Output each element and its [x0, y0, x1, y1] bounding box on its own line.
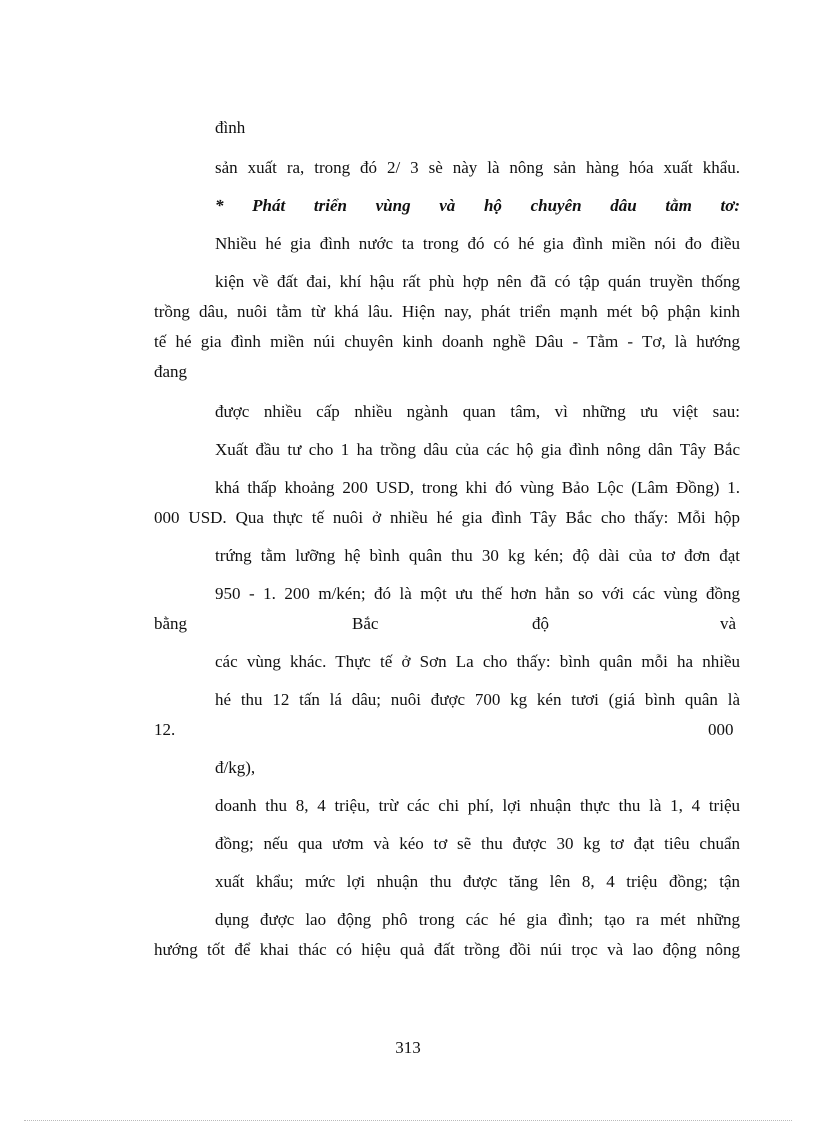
text-line: 000 USD. Qua thực tế nuôi ở nhiều hé gia đình Tây Bắc cho thấy: Mỗi hộp — [154, 508, 740, 527]
text-line: Xuất đầu tư cho 1 ha trồng dâu của các hộ gia đình nông dân Tây Bắc — [215, 440, 740, 459]
text-line: xuất khẩu; mức lợi nhuận thu được tăng lên 8, 4 triệu đồng; tận — [215, 872, 740, 891]
text-line: đình — [215, 118, 246, 137]
text-line: đồng; nếu qua ươm và kéo tơ sẽ thu được 30 kg tơ đạt tiêu chuẩn — [215, 834, 740, 853]
text-word: 12. — [154, 720, 176, 739]
text-line: sản xuất ra, trong đó 2/ 3 sè này là nông sản hàng hóa xuất khẩu. — [215, 158, 740, 177]
text-line: kiện về đất đai, khí hậu rất phù hợp nên đã có tập quán truyền thống — [215, 272, 740, 291]
text-line: 950 - 1. 200 m/kén; đó là một ưu thế hơn hẳn so với các vùng đồng — [215, 584, 740, 603]
text-line: hé thu 12 tấn lá dâu; nuôi được 700 kg kén tươi (giá bình quân là — [215, 690, 740, 709]
text-line: Nhiều hé gia đình nước ta trong đó có hé gia đình miền nói đo điều — [215, 234, 740, 253]
text-line: hướng tốt để khai thác có hiệu quả đất trồng đồi núi trọc và lao động nông — [154, 940, 740, 959]
text-line: doanh thu 8, 4 triệu, trừ các chi phí, lợi nhuận thực thu là 1, 4 triệu — [215, 796, 740, 815]
text-word: 000 — [708, 720, 734, 739]
text-line: khá thấp khoảng 200 USD, trong khi đó vùng Bảo Lộc (Lâm Đồng) 1. — [215, 478, 740, 497]
text-line: tế hé gia đình miền núi chuyên kinh doanh nghề Dâu - Tằm - Tơ, là hướng — [154, 332, 740, 351]
text-line: các vùng khác. Thực tế ở Sơn La cho thấy: bình quân mỗi ha nhiều — [215, 652, 740, 671]
text-line: được nhiều cấp nhiều ngành quan tâm, vì những ưu việt sau: — [215, 402, 740, 421]
text-word: và — [720, 614, 737, 633]
section-heading: * Phát triển vùng và hộ chuyên dâu tằm tơ: — [215, 196, 740, 215]
text-line: trồng dâu, nuôi tằm từ khá lâu. Hiện nay, phát triển mạnh mét bộ phận kinh — [154, 302, 740, 321]
text-line: dụng được lao động phô trong các hé gia đình; tạo ra mét những — [215, 910, 740, 929]
text-line: đang — [154, 362, 188, 381]
text-line: đ/kg), — [215, 758, 256, 777]
text-line: trứng tằm lưỡng hệ bình quân thu 30 kg kén; độ dài của tơ đơn đạt — [215, 546, 740, 565]
page-number: 313 — [395, 1038, 421, 1057]
text-word: Bắc — [352, 614, 379, 633]
page-divider — [24, 1120, 792, 1121]
text-word: độ — [532, 614, 549, 633]
text-word: bằng — [154, 614, 188, 633]
